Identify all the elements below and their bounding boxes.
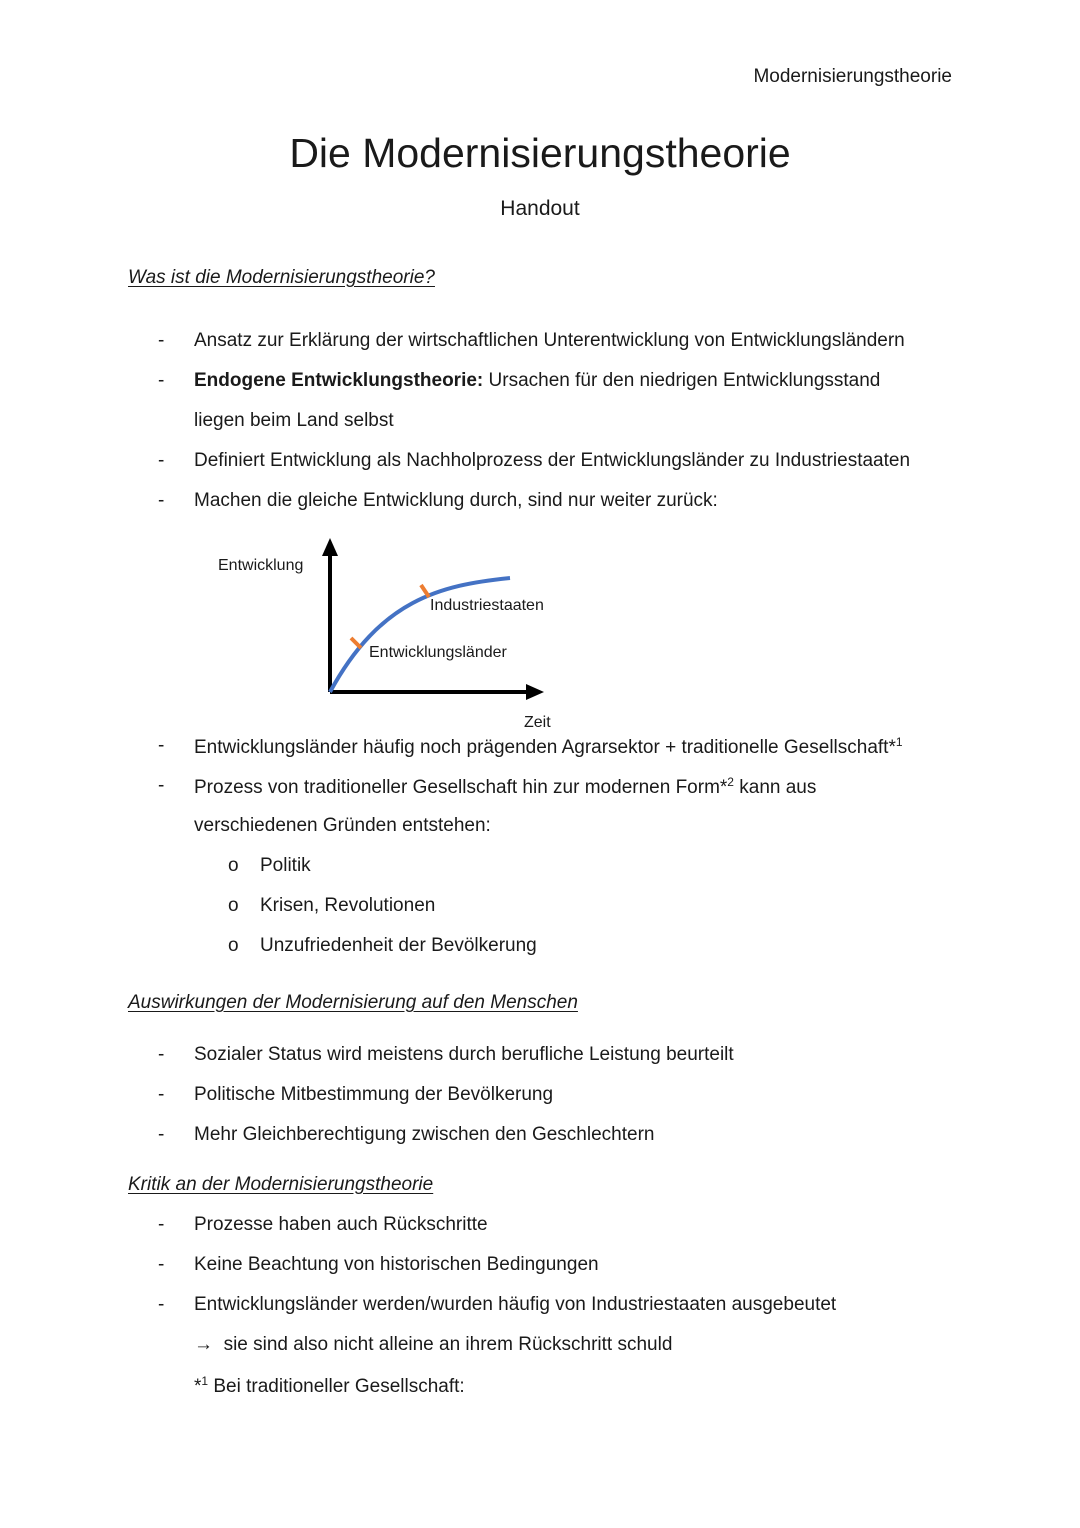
bullet-dash: - bbox=[158, 370, 165, 391]
marker-entwicklungslaender bbox=[351, 638, 361, 648]
bullet-dash: - bbox=[158, 1294, 165, 1315]
list-item-text: Entwicklungsländer werden/wurden häufig von Industriestaaten ausgebeutet bbox=[194, 1294, 837, 1315]
list-item-continuation: verschiedenen Gründen entstehen: bbox=[194, 815, 491, 836]
list-item-text-rest: kann aus bbox=[733, 777, 817, 798]
conclusion-line bbox=[194, 1334, 672, 1356]
running-header: Modernisierungstheorie bbox=[753, 66, 952, 87]
document-subtitle: Handout bbox=[500, 197, 580, 220]
footnote-number: 1 bbox=[201, 1374, 209, 1388]
y-axis-arrowhead bbox=[322, 538, 338, 556]
bullet-dash: - bbox=[158, 1044, 165, 1065]
list-item-continuation: liegen beim Land selbst bbox=[194, 410, 394, 431]
sub-list-item-text: Unzufriedenheit der Bevölkerung bbox=[260, 935, 537, 956]
footnote-ref: 1 bbox=[895, 735, 903, 749]
bold-term: Endogene Entwicklungstheorie: bbox=[194, 370, 484, 391]
footnote-ref: 2 bbox=[727, 775, 734, 789]
bullet-dash: - bbox=[158, 1124, 165, 1145]
list-item-text: Mehr Gleichberechtigung zwischen den Geschlechtern bbox=[194, 1124, 655, 1145]
list-item-text-rest: Ursachen für den niedrigen Entwicklungsstand bbox=[483, 370, 881, 391]
arrow-right-icon: → bbox=[194, 1334, 213, 1355]
document-title: Die Modernisierungstheorie bbox=[289, 130, 791, 176]
sub-list-item-text: Krisen, Revolutionen bbox=[260, 895, 436, 916]
list-item-text: Politische Mitbestimmung der Bevölkerung bbox=[194, 1084, 554, 1105]
bullet-dash: - bbox=[158, 1254, 165, 1275]
footnote-line bbox=[194, 1374, 465, 1398]
x-axis-label: Zeit bbox=[524, 714, 551, 731]
bullet-dash: - bbox=[158, 735, 165, 756]
list-item-text bbox=[194, 775, 816, 799]
list-item-text-main: Prozess von traditioneller Gesellschaft hin zur modernen Form* bbox=[194, 777, 728, 798]
list-item-text: Ansatz zur Erklärung der wirtschaftlichen Unterentwicklung von Entwicklungsländern bbox=[194, 330, 905, 351]
x-axis-arrowhead bbox=[526, 684, 544, 700]
annotation-entwicklungslaender: Entwicklungsländer bbox=[369, 644, 507, 661]
bullet-dash: - bbox=[158, 1214, 165, 1235]
list-item-text-main: Entwicklungsländer häufig noch prägenden Agrarsektor + traditionelle Gesellschaft* bbox=[194, 737, 896, 758]
list-item-text: Prozesse haben auch Rückschritte bbox=[194, 1214, 488, 1235]
y-axis-label: Entwicklung bbox=[218, 557, 304, 574]
sub-bullet: o bbox=[228, 855, 239, 876]
annotation-industriestaaten: Industriestaaten bbox=[430, 597, 544, 614]
list-item-text: Keine Beachtung von historischen Bedingungen bbox=[194, 1254, 599, 1275]
sub-bullet: o bbox=[228, 935, 239, 956]
footnote-text: Bei traditioneller Gesellschaft: bbox=[208, 1376, 465, 1397]
bullet-dash: - bbox=[158, 775, 165, 796]
section-heading-kritik: Kritik an der Modernisierungstheorie bbox=[128, 1174, 434, 1195]
bullet-dash: - bbox=[158, 1084, 165, 1105]
list-item-text: Machen die gleiche Entwicklung durch, sind nur weiter zurück: bbox=[194, 490, 718, 511]
list-item-text bbox=[194, 370, 880, 392]
development-curve bbox=[330, 578, 510, 692]
list-item-text: Definiert Entwicklung als Nachholprozess der Entwicklungsländer zu Industriestaaten bbox=[194, 450, 911, 471]
list-item-text: Sozialer Status wird meistens durch berufliche Leistung beurteilt bbox=[194, 1044, 734, 1065]
section-heading-auswirkungen: Auswirkungen der Modernisierung auf den Menschen bbox=[128, 992, 578, 1013]
sub-list-item-text: Politik bbox=[260, 855, 311, 876]
bullet-dash: - bbox=[158, 330, 165, 351]
conclusion-text: sie sind also nicht alleine an ihrem Rückschritt schuld bbox=[223, 1334, 673, 1355]
bullet-dash: - bbox=[158, 450, 165, 471]
development-chart bbox=[210, 530, 570, 740]
list-item-text bbox=[194, 735, 903, 759]
section-heading-was-ist: Was ist die Modernisierungstheorie? bbox=[128, 267, 435, 288]
footnote-marker: * bbox=[194, 1376, 202, 1397]
bullet-dash: - bbox=[158, 490, 165, 511]
sub-bullet: o bbox=[228, 895, 239, 916]
